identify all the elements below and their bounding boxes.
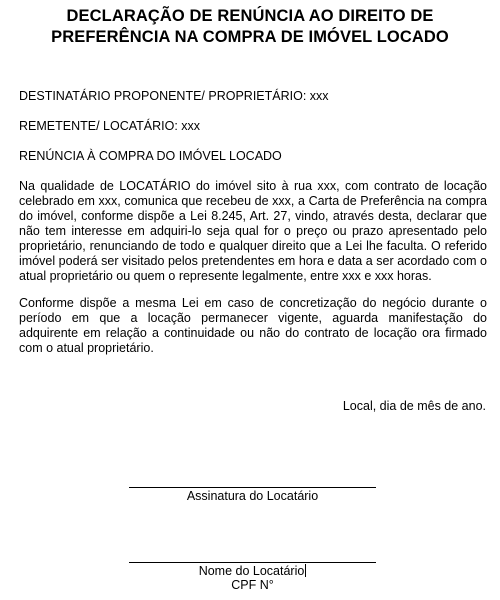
sender-line: REMETENTE/ LOCATÁRIO: xxx: [19, 119, 201, 133]
title-line-2: PREFERÊNCIA NA COMPRA DE IMÓVEL LOCADO: [51, 28, 449, 46]
name-label-row: [129, 564, 376, 579]
body-paragraph-1: Na qualidade de LOCATÁRIO do imóvel sito à rua xxx, com contrato de locação celebrado em xxx, comunica que recebeu de xxx, a Carta de Preferência na compra do imóvel, conforme dispõe a Lei 8.245, Art. 27, vindo, através desta, declarar que não tem interesse em adquiri-lo seja qual for o preço ou prazo apresentado pelo proprietário, renunciando de todo e qualquer direito que a Lei lhe faculta. O referido imóvel poderá ser visitado pelos pretendentes em hora e data a ser acordado com o atual proprietário ou quem o represente legalmente, entre xxx e xxx horas.: [19, 179, 487, 283]
text-cursor: [305, 564, 306, 577]
body-paragraph-2: Conforme dispõe a mesma Lei em caso de concretização do negócio durante o período em que a locação permanecer vigente, aguarda manifestação do adquirente em relação a continuidade ou não do contrato de locação ora firmado com o atual proprietário.: [19, 296, 487, 355]
name-line: [129, 562, 376, 563]
recipient-line: DESTINATÁRIO PROPONENTE/ PROPRIETÁRIO: xxx: [19, 89, 329, 103]
signature-label: Assinatura do Locatário: [186, 489, 319, 503]
place-date: Local, dia de mês de ano.: [342, 399, 486, 413]
signature-line: [129, 487, 376, 488]
document-title: [10, 6, 490, 48]
title-line-1: DECLARAÇÃO DE RENÚNCIA AO DIREITO DE: [66, 7, 434, 25]
name-label: Nome do Locatário: [198, 564, 305, 578]
subject-line: RENÚNCIA À COMPRA DO IMÓVEL LOCADO: [19, 149, 282, 163]
cpf-label: CPF N°: [231, 578, 274, 592]
